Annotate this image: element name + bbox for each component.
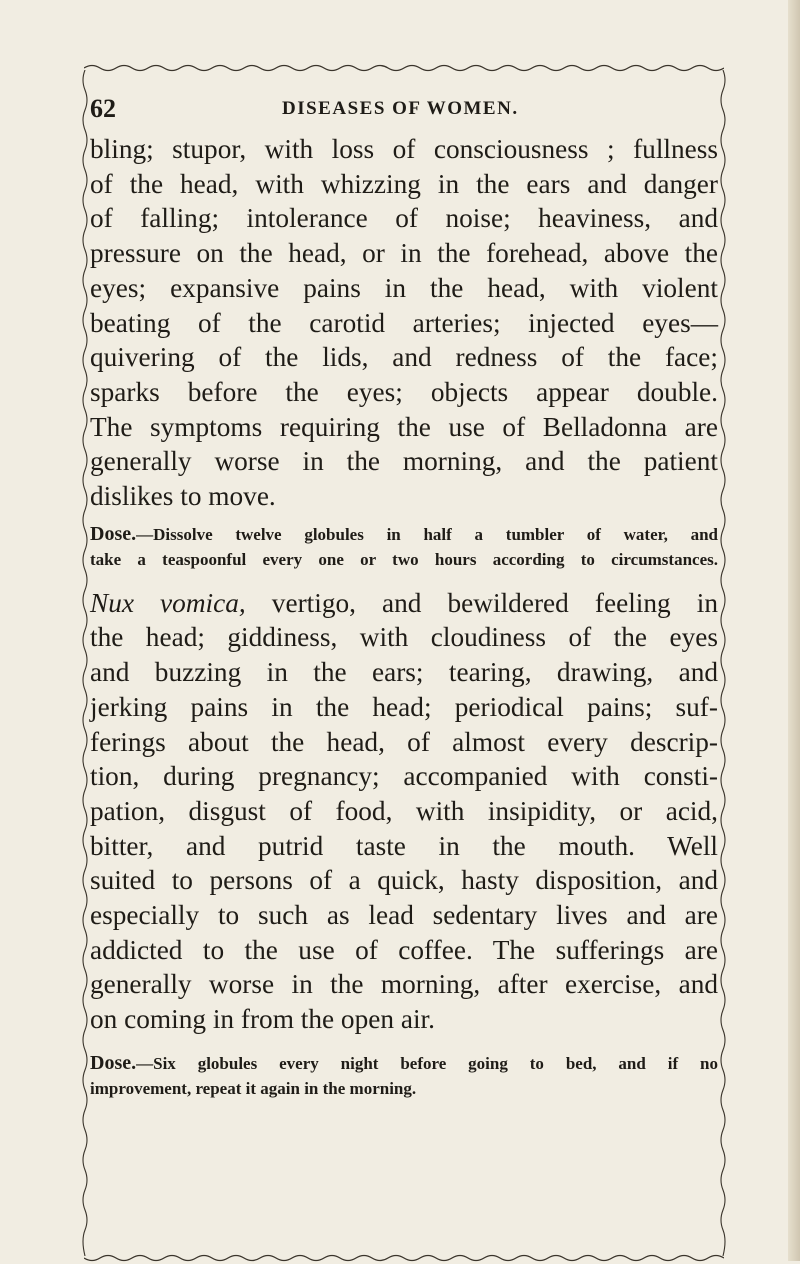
running-title: DISEASES OF WOMEN. [282, 98, 519, 119]
text-line: and buzzing in the ears; tearing, drawing, and [90, 657, 718, 688]
text-line: tion, during pregnancy; accompanied with consti- [90, 761, 718, 792]
text-line: pation, disgust of food, with insipidity, or acid, [90, 795, 718, 826]
dose-text: take a teaspoonful every one or two hours according to circumstances. [90, 549, 718, 569]
text-line: addicted to the use of coffee. The sufferings are [90, 934, 718, 965]
decorative-border-top [84, 62, 724, 72]
text-line: dislikes to move. [90, 481, 276, 512]
text-line: on coming in from the open air. [90, 1004, 435, 1035]
text-line: sparks before the eyes; objects appear double. [90, 376, 718, 407]
remedy-name: Nux vomica, [90, 587, 246, 618]
decorative-border-left [80, 70, 90, 1256]
dose-text: —Dissolve twelve globules in half a tumbler of water, and [136, 524, 718, 544]
paragraph-belladonna [90, 132, 718, 514]
decorative-border-right [718, 70, 728, 1256]
text-line: generally worse in the morning, after exercise, and [90, 969, 718, 1000]
dose-note-nux-vomica [90, 1051, 718, 1101]
text-line: ferings about the head, of almost every descrip- [90, 726, 718, 757]
text-line: pressure on the head, or in the forehead, above the [90, 238, 718, 269]
dose-label: Dose. [90, 1051, 137, 1074]
dose-text: —Six globules every night before going to bed, and if no [136, 1053, 718, 1073]
text-line: eyes; expansive pains in the head, with violent [90, 272, 718, 303]
dose-label: Dose. [90, 522, 137, 545]
text-line: the head; giddiness, with cloudiness of the eyes [90, 622, 718, 653]
text-line: beating of the carotid arteries; injected eyes— [90, 307, 718, 338]
dose-text: improvement, repeat it again in the morning. [90, 1078, 417, 1098]
decorative-border-bottom [84, 1254, 724, 1264]
page-edge-shadow [788, 0, 800, 1261]
text-line: quivering of the lids, and redness of the face; [90, 342, 718, 373]
running-head [90, 92, 718, 132]
text-line: generally worse in the morning, and the patient [90, 446, 718, 477]
paragraph-nux-vomica [90, 586, 718, 1037]
text-line: suited to persons of a quick, hasty disposition, and [90, 865, 718, 896]
text-line: jerking pains in the head; periodical pains; suf- [90, 691, 718, 722]
text-fragment: vertigo, and bewildered feeling in [245, 587, 718, 618]
book-page [90, 92, 718, 1101]
text-line: especially to such as lead sedentary lives and are [90, 900, 718, 931]
text-line: of the head, with whizzing in the ears and danger [90, 168, 718, 199]
text-line: of falling; intolerance of noise; heaviness, and [90, 203, 718, 234]
dose-note-belladonna [90, 522, 718, 572]
text-line: bling; stupor, with loss of consciousness ; fullness [90, 134, 718, 164]
text-line: The symptoms requiring the use of Belladonna are [90, 411, 718, 442]
text-line: bitter, and putrid taste in the mouth. Well [90, 830, 718, 861]
page-number: 62 [90, 94, 116, 123]
